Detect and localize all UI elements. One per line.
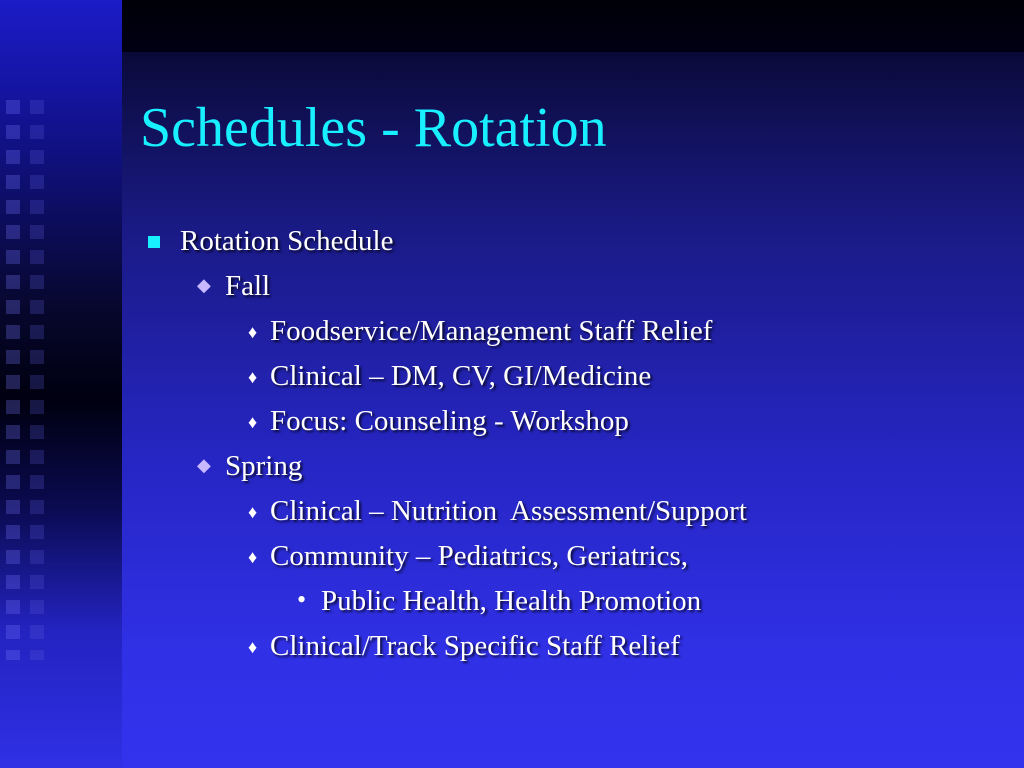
bullet-clinical-nutrition: [248, 495, 747, 527]
diamond-bullet-icon: ◆: [197, 455, 211, 475]
bullet-clinical-track: [248, 630, 680, 662]
small-diamond-bullet-icon: ♦: [248, 322, 258, 342]
bullet-community: [248, 540, 689, 572]
bullet-text: Focus: Counseling - Workshop: [270, 405, 629, 437]
bullet-text: Clinical/Track Specific Staff Relief: [270, 630, 680, 662]
bullet-clinical-dm: [248, 360, 652, 392]
small-diamond-bullet-icon: ♦: [248, 412, 258, 432]
bullet-text: Public Health, Health Promotion: [321, 585, 702, 617]
bullet-text: Rotation Schedule: [180, 225, 394, 257]
bullet-fall: [197, 270, 271, 302]
square-bullet-icon: [148, 236, 160, 248]
bullet-text: Clinical – Nutrition Assessment/Support: [270, 495, 747, 527]
left-decorative-strip: [0, 0, 122, 768]
bullet-foodservice: [248, 315, 713, 347]
small-diamond-bullet-icon: ♦: [248, 637, 258, 657]
small-diamond-bullet-icon: ♦: [248, 367, 258, 387]
bullet-rotation-schedule: [180, 227, 393, 256]
bullet-text: Foodservice/Management Staff Relief: [270, 315, 713, 347]
bullet-focus-counseling: [248, 405, 629, 437]
decorative-squares-secondary: [30, 100, 44, 660]
slide-title: Schedules - Rotation: [140, 97, 607, 159]
bullet-text: Spring: [225, 450, 303, 482]
bullet-text: Fall: [225, 270, 271, 302]
bullet-spring: [197, 450, 303, 482]
bullet-text: Community – Pediatrics, Geriatrics,: [270, 540, 689, 572]
small-diamond-bullet-icon: ♦: [248, 547, 258, 567]
bullet-text: Clinical – DM, CV, GI/Medicine: [270, 360, 652, 392]
small-diamond-bullet-icon: ♦: [248, 502, 258, 522]
decorative-squares: [6, 100, 30, 660]
bullet-public-health: [297, 585, 702, 617]
diamond-bullet-icon: ◆: [197, 275, 211, 295]
top-dark-band: [122, 0, 1024, 52]
dot-bullet-icon: •: [297, 585, 307, 614]
